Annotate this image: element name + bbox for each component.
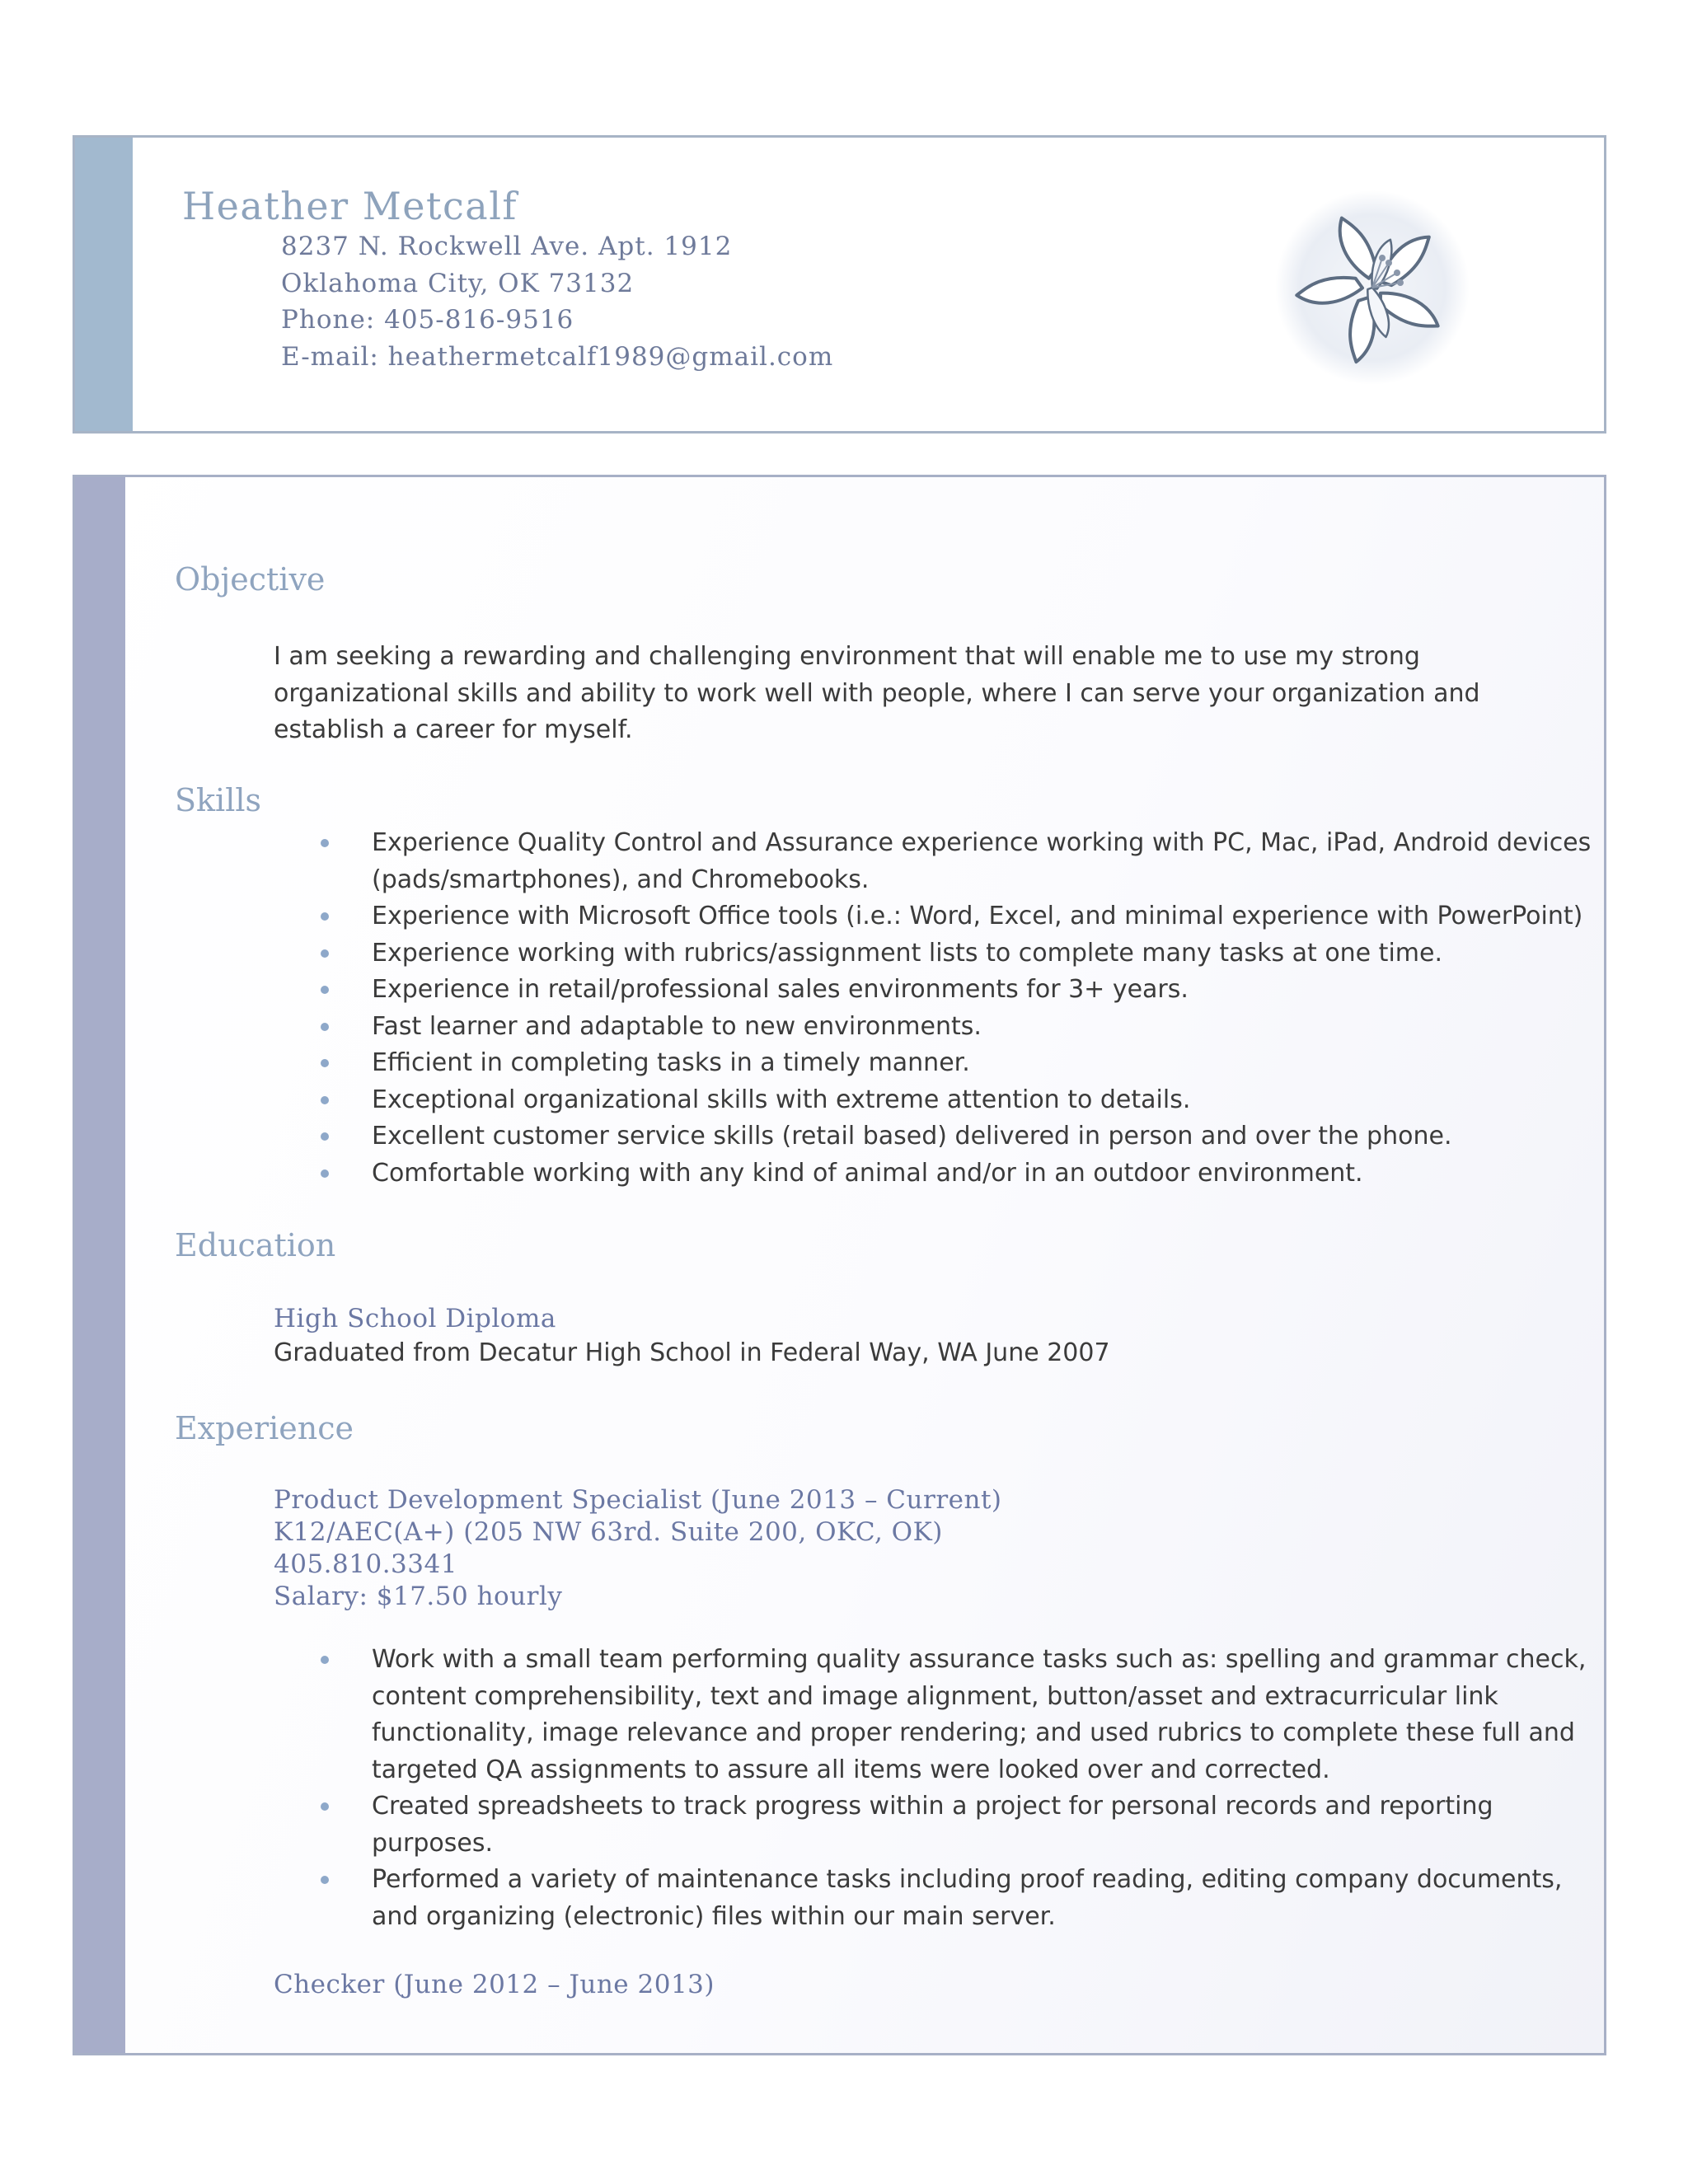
list-item-text: Experience with Microsoft Office tools (i.e.: Word, Excel, and minimal experience with PowerPoint) [372, 902, 1583, 930]
bullet-icon [321, 912, 329, 921]
bullet-icon [321, 839, 329, 847]
list-item-text: Experience working with rubrics/assignment lists to complete many tasks at one time. [372, 938, 1442, 968]
bullet-icon [321, 1023, 329, 1031]
bullet-icon [321, 949, 329, 958]
list-item-text: Created spreadsheets to track progress within a project for personal records and reporting purposes. [372, 1792, 1493, 1858]
education-detail: Graduated from Decatur High School in Federal Way, WA June 2007 [274, 1338, 1110, 1367]
list-item [274, 1862, 1592, 1935]
objective-text: I am seeking a rewarding and challenging environment that will enable me to use my strong organizational skills and ability to work well with people, where I can serve your organization and establish a career for myself. [274, 642, 1480, 744]
address-line-2: Oklahoma City, OK 73132 [281, 268, 635, 298]
list-item [274, 1082, 1592, 1119]
job-1-duties [274, 1642, 1592, 1935]
job-title: Product Development Specialist (June 2013 – Current) [274, 1485, 1002, 1515]
bullet-icon [321, 1059, 329, 1067]
skills-heading: Skills [175, 782, 262, 818]
list-item-text: Experience in retail/professional sales environments for 3+ years. [372, 975, 1189, 1004]
list-item-text: Work with a small team performing quality assurance tasks such as: spelling and grammar check, content comprehensibility, text and image alignment, button/asset and extracurricular link functionality, image relevance and proper rendering; and used rubrics to complete these full and targeted QA assignments to assure all items were looked over and corrected. [372, 1645, 1587, 1784]
contact-info [281, 228, 833, 375]
lily-flower-icon [1272, 187, 1473, 388]
list-item-text: Comfortable working with any kind of animal and/or in an outdoor environment. [372, 1158, 1363, 1188]
list-item [274, 1642, 1592, 1788]
list-item [274, 1788, 1592, 1862]
experience-heading: Experience [175, 1410, 354, 1446]
job-company: K12/AEC(A+) (205 NW 63rd. Suite 200, OKC, OK) [274, 1517, 943, 1547]
list-item [274, 898, 1592, 935]
bullet-icon [321, 986, 329, 994]
bullet-icon [321, 1132, 329, 1141]
header-section [73, 135, 1606, 434]
list-item [274, 1118, 1592, 1155]
body-accent-bar [75, 477, 125, 2053]
education-heading: Education [175, 1227, 336, 1263]
degree-title: High School Diploma [274, 1304, 556, 1333]
list-item [274, 1155, 1592, 1193]
job-title-2: Checker (June 2012 – June 2013) [274, 1970, 715, 1999]
header-accent-bar [75, 138, 133, 431]
job-phone: 405.810.3341 [274, 1549, 457, 1579]
list-item [274, 825, 1592, 898]
email-address: E-mail: heathermetcalf1989@gmail.com [281, 341, 834, 372]
education-entry [274, 1303, 1110, 1371]
job-entry-1 [274, 1484, 1002, 1613]
list-item-text: Fast learner and adaptable to new environments. [372, 1011, 982, 1041]
bullet-icon [321, 1876, 329, 1884]
bullet-icon [321, 1656, 329, 1664]
skills-list [274, 825, 1592, 1192]
list-item-text: Experience Quality Control and Assurance experience working with PC, Mac, iPad, Android devices (pads/smartphones), and Chromebooks. [372, 828, 1592, 894]
candidate-name: Heather Metcalf [182, 184, 518, 228]
list-item [274, 1009, 1592, 1046]
list-item-text: Efficient in completing tasks in a timely manner. [372, 1048, 970, 1077]
bullet-icon [321, 1096, 329, 1104]
bullet-icon [321, 1169, 329, 1178]
list-item [274, 935, 1592, 972]
list-item-text: Excellent customer service skills (retail based) delivered in person and over the phone. [372, 1122, 1452, 1151]
objective-heading: Objective [175, 561, 326, 598]
job-salary: Salary: $17.50 hourly [274, 1582, 563, 1611]
list-item [274, 1045, 1592, 1082]
resume-body [73, 475, 1606, 2055]
phone-number: Phone: 405-816-9516 [281, 305, 574, 335]
list-item-text: Performed a variety of maintenance tasks including proof reading, editing company documents, and organizing (electronic) files within our main server. [372, 1865, 1563, 1931]
list-item [274, 972, 1592, 1009]
bullet-icon [321, 1802, 329, 1811]
list-item-text: Exceptional organizational skills with extreme attention to details. [372, 1085, 1191, 1114]
address-line-1: 8237 N. Rockwell Ave. Apt. 1912 [281, 232, 733, 261]
